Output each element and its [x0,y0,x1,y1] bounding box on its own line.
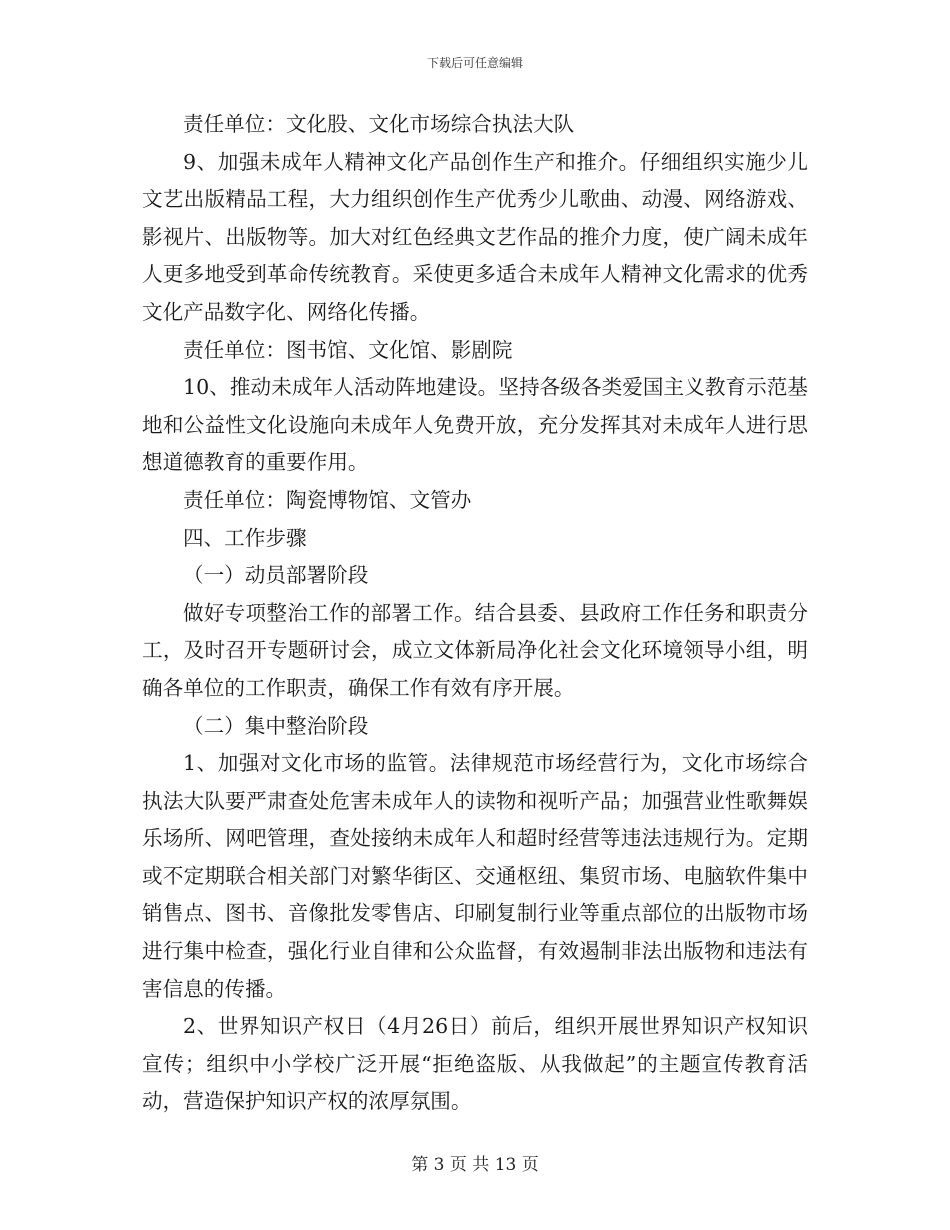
page-header: 下载后可任意编辑 [426,56,523,70]
responsibility-line-1: 责任单位：文化股、文化市场综合执法大队 [183,112,575,136]
mobilization-paragraph: 做好专项整治工作的部署工作。结合县委、县政府工作任务和职责分工，及时召开专题研讨会，成立文体新局净化社会文化环境领导小组，明确各单位的工作职责，确保工作有效有序开展。 [142,600,808,700]
subsection-heading-mobilization: （一）动员部署阶段 [183,563,369,588]
rectification-item-2: 2、世界知识产权日（4月26日）前后，组织开展世界知识产权知识宣传；组织中小学校广泛开展“拒绝盗版、从我做起”的主题宣传教育活动，营造保护知识产权的浓厚氛围。 [142,1014,808,1114]
subsection-heading-rectification: （二）集中整治阶段 [183,713,369,738]
item-10-paragraph: 10、推动未成年人活动阵地建设。坚持各级各类爱国主义教育示范基地和公益性文化设施向未成年人免费开放，充分发挥其对未成年人进行思想道德教育的重要作用。 [142,375,808,475]
item-9-paragraph: 9、加强未成年人精神文化产品创作生产和推介。仔细组织实施少儿文艺出版精品工程，大力组织创作生产优秀少儿歌曲、动漫、网络游戏、影视片、出版物等。加大对红色经典文艺作品的推介力度，使广阔未成年人更多地受到革命传统教育。采使更多适合未成年人精神文化需求的优秀文化产品数字化、网络化传播。 [142,149,808,324]
responsibility-line-3: 责任单位：陶瓷博物馆、文管办 [183,487,472,512]
responsibility-line-2: 责任单位：图书馆、文化馆、影剧院 [183,337,513,362]
rectification-item-1: 1、加强对文化市场的监管。法律规范市场经营行为，文化市场综合执法大队要严肃查处危害未成年人的读物和视听产品；加强营业性歌舞娱乐场所、网吧管理，查处接纳未成年人和超时经营等违法违规行为。定期或不定期联合相关部门对繁华街区、交通枢纽、集贸市场、电脑软件集中销售点、图书、音像批发零售店、印刷复制行业等重点部位的出版物市场进行集中检查，强化行业自律和公众监督，有效遏制非法出版物和违法有害信息的传播。 [142,751,808,1001]
page-footer: 第 3 页 共 13 页 [411,1155,539,1175]
section-heading-work-steps: 四、工作步骤 [183,525,307,550]
document-body [142,106,808,1121]
